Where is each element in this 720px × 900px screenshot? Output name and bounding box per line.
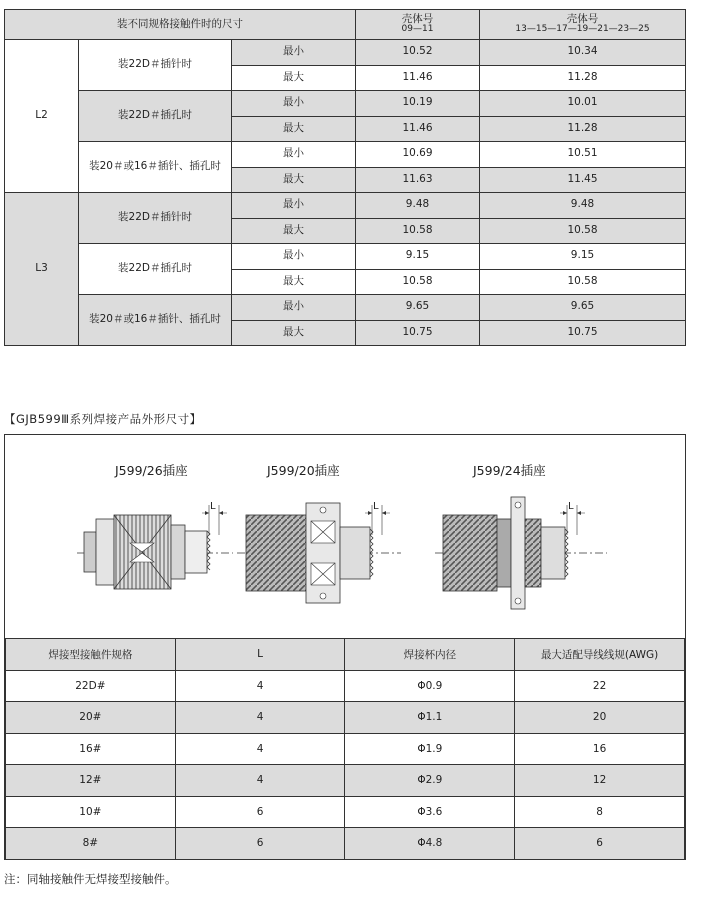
dimension-label: L: [210, 501, 216, 512]
cell: 20#: [6, 702, 176, 734]
row-kind: 最大: [232, 65, 356, 91]
value-cell: 10.34: [480, 40, 686, 66]
table-row: [6, 702, 685, 734]
value-cell: 11.45: [480, 167, 686, 193]
drawing-caption: J599/20插座: [267, 463, 340, 478]
cell: 8: [515, 796, 685, 828]
value-cell: 10.01: [480, 91, 686, 117]
value-cell: 10.19: [356, 91, 480, 117]
header-condition: 装不同规格接触件时的尺寸: [5, 10, 356, 40]
header-shell-b-sizes: 13—15—17—19—21—23—25: [515, 24, 650, 35]
cell: 12: [515, 765, 685, 797]
subgroup-label: 装22D＃插孔时: [79, 91, 232, 142]
table-row: [5, 91, 686, 117]
table-row: [5, 295, 686, 321]
value-cell: 10.58: [356, 218, 480, 244]
value-cell: 10.58: [356, 269, 480, 295]
cell: 6: [515, 828, 685, 860]
cell: Φ2.9: [345, 765, 515, 797]
subgroup-label: 装22D＃插针时: [79, 40, 232, 91]
value-cell: 10.75: [480, 320, 686, 346]
header-shell-a-title: 壳体号: [401, 12, 434, 25]
value-cell: 10.69: [356, 142, 480, 168]
group-label: L3: [5, 193, 79, 346]
dimension-label: L: [373, 501, 379, 512]
table-row: [6, 828, 685, 860]
header-shell-b-title: 壳体号: [566, 12, 599, 25]
cell: 4: [175, 702, 345, 734]
value-cell: 11.46: [356, 65, 480, 91]
row-kind: 最小: [232, 193, 356, 219]
drawing-caption: J599/26插座: [115, 463, 188, 478]
table-row: [6, 733, 685, 765]
dimension-table: [4, 9, 686, 346]
header-shell-a: [356, 10, 480, 40]
cell: 4: [175, 733, 345, 765]
table-row: [5, 142, 686, 168]
value-cell: 11.46: [356, 116, 480, 142]
value-cell: 11.28: [480, 116, 686, 142]
row-kind: 最小: [232, 142, 356, 168]
subgroup-label: 装22D＃插针时: [79, 193, 232, 244]
footnote: 注：同轴接触件无焊接型接触件。: [4, 872, 177, 886]
drawing-j599-26: [77, 463, 233, 589]
table-row: [5, 193, 686, 219]
value-cell: 10.51: [480, 142, 686, 168]
row-kind: 最大: [232, 218, 356, 244]
cell: 22: [515, 670, 685, 702]
column-header: 最大适配导线线规(AWG): [515, 639, 685, 671]
row-kind: 最大: [232, 167, 356, 193]
cell: Φ3.6: [345, 796, 515, 828]
cell: Φ0.9: [345, 670, 515, 702]
value-cell: 9.48: [356, 193, 480, 219]
row-kind: 最小: [232, 244, 356, 270]
connector-drawings: [5, 435, 685, 638]
group-label: L2: [5, 40, 79, 193]
cell: 16: [515, 733, 685, 765]
subgroup-label: 装20＃或16＃插针、插孔时: [79, 295, 232, 346]
value-cell: 10.75: [356, 320, 480, 346]
cell: 4: [175, 765, 345, 797]
cell: Φ4.8: [345, 828, 515, 860]
row-kind: 最小: [232, 91, 356, 117]
table-header-row: [5, 10, 686, 40]
subgroup-label: 装22D＃插孔时: [79, 244, 232, 295]
cell: 20: [515, 702, 685, 734]
cell: 12#: [6, 765, 176, 797]
value-cell: 11.63: [356, 167, 480, 193]
dimension-label: L: [568, 501, 574, 512]
cell: Φ1.1: [345, 702, 515, 734]
row-kind: 最小: [232, 40, 356, 66]
table-row: [6, 765, 685, 797]
drawing-j599-20: [237, 463, 401, 603]
cell: 22D#: [6, 670, 176, 702]
table-row: [5, 244, 686, 270]
value-cell: 9.65: [356, 295, 480, 321]
cell: 6: [175, 796, 345, 828]
cell: 4: [175, 670, 345, 702]
value-cell: 9.48: [480, 193, 686, 219]
row-kind: 最大: [232, 269, 356, 295]
value-cell: 10.58: [480, 269, 686, 295]
section-title: 【GJB599Ⅲ系列焊接产品外形尺寸】: [4, 412, 202, 426]
table-row: [5, 40, 686, 66]
header-shell-a-sizes: 09—11: [401, 24, 434, 35]
value-cell: 9.15: [480, 244, 686, 270]
row-kind: 最大: [232, 116, 356, 142]
product-dimension-panel: [4, 434, 686, 860]
cell: 10#: [6, 796, 176, 828]
value-cell: 9.15: [356, 244, 480, 270]
cell: Φ1.9: [345, 733, 515, 765]
subgroup-label: 装20＃或16＃插针、插孔时: [79, 142, 232, 193]
column-header: 焊接杯内径: [345, 639, 515, 671]
row-kind: 最大: [232, 320, 356, 346]
value-cell: 11.28: [480, 65, 686, 91]
row-kind: 最小: [232, 295, 356, 321]
cell: 16#: [6, 733, 176, 765]
header-shell-b: [480, 10, 686, 40]
table-row: [6, 670, 685, 702]
table-header-row: [6, 639, 685, 671]
cell: 6: [175, 828, 345, 860]
column-header: 焊接型接触件规格: [6, 639, 176, 671]
drawing-j599-24: [435, 463, 607, 609]
value-cell: 10.58: [480, 218, 686, 244]
drawing-caption: J599/24插座: [473, 463, 546, 478]
solder-contact-table: [5, 638, 685, 860]
column-header: L: [175, 639, 345, 671]
value-cell: 10.52: [356, 40, 480, 66]
cell: 8#: [6, 828, 176, 860]
table-row: [6, 796, 685, 828]
value-cell: 9.65: [480, 295, 686, 321]
